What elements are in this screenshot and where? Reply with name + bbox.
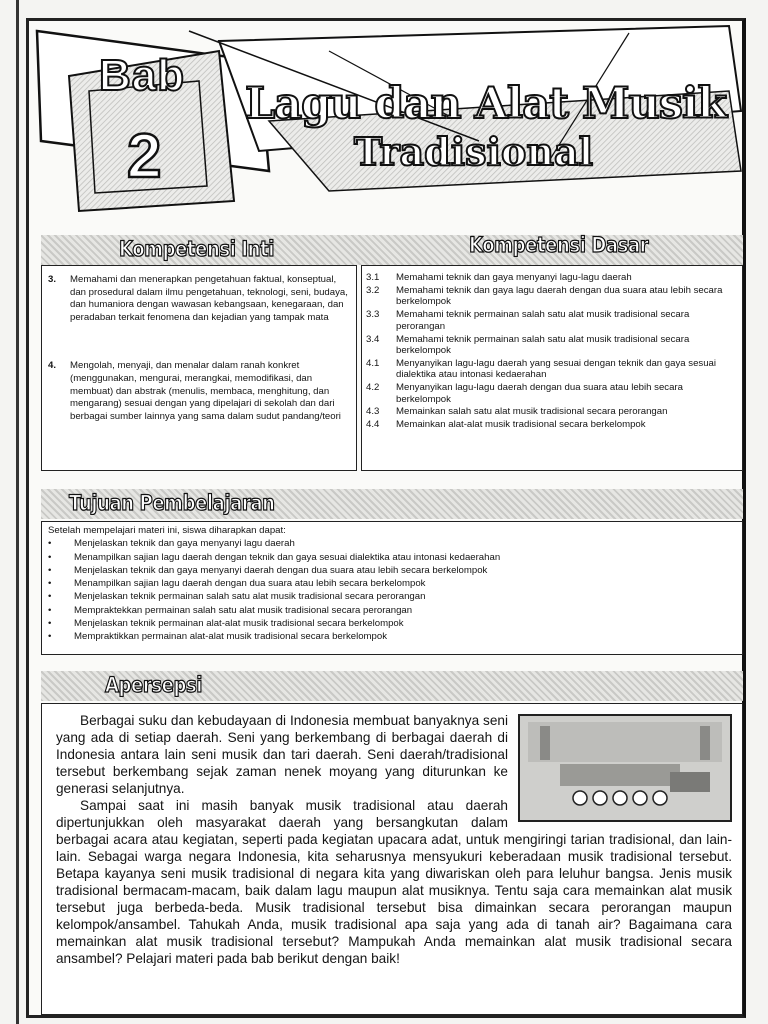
- kd-item-number: 3.3: [366, 309, 380, 321]
- kd-item: [366, 358, 738, 381]
- tujuan-item-text: Menampilkan sajian lagu daerah dengan dua suara atau lebih secara berkelompok: [74, 578, 426, 590]
- bullet-icon: •: [48, 564, 52, 576]
- tujuan-item: [48, 537, 736, 550]
- kompetensi-dasar-heading: Kompetensi Dasar: [469, 233, 649, 257]
- tujuan-item: [48, 630, 736, 643]
- kompetensi-inti-box: [41, 265, 357, 471]
- kd-item: [366, 285, 738, 308]
- kd-item-number: 4.4: [366, 419, 380, 431]
- chapter-number: 2: [127, 122, 162, 191]
- ki-item: [48, 360, 350, 423]
- bullet-icon: •: [48, 604, 52, 616]
- kd-item-number: 3.4: [366, 333, 380, 345]
- tujuan-item-text: Mempraktekkan permainan salah satu alat musik tradisional secara perorangan: [74, 604, 413, 616]
- tujuan-item-text: Menjelaskan teknik dan gaya menyanyi daerah dengan dua suara atau lebih secara berkelompok: [74, 564, 488, 576]
- chapter-title-line2: Tradisional: [354, 129, 594, 174]
- tujuan-intro: Setelah mempelajari materi ini, siswa diharapkan dapat:: [48, 525, 286, 536]
- ki-item-text: Memahami dan menerapkan pengetahuan faktual, konseptual, dan prosedural dalam ilmu pengetahuan, teknologi, seni, budaya, dan humaniora dengan wawasan kebangsaan, kenegaraan, dan peradaban terkait fenomena dan kejadian yang tampak mata: [70, 274, 348, 323]
- kd-item-number: 4.1: [366, 357, 380, 369]
- kd-item: [366, 272, 738, 283]
- ki-item-text: Mengolah, menyaji, dan menalar dalam ranah konkret (menggunakan, mengurai, merangkai, memodifikasi, dan membuat) dan abstrak (menulis, membaca, menghitung, dan mengarang) sesuai dengan yang dipelajari di sekolah dan dari berbagai sumber lainnya yang sama dalam sudut pandang/teori: [70, 360, 341, 422]
- tujuan-item: [48, 604, 736, 617]
- tujuan-item-text: Menampilkan sajian lagu daerah dengan teknik dan gaya sesuai dialektika atau intonasi kedaerahan: [74, 551, 501, 563]
- tujuan-item: [48, 590, 736, 603]
- tujuan-box: [41, 521, 743, 655]
- kd-item-text: Menyanyikan lagu-lagu daerah yang sesuai dengan teknik dan gaya sesuai dialektika atau intonasi kedaerahan: [396, 357, 717, 381]
- book-page: [26, 18, 746, 1018]
- tujuan-item-text: Menjelaskan teknik dan gaya menyanyi lagu daerah: [74, 538, 295, 550]
- bullet-icon: •: [48, 578, 52, 590]
- ki-item-number: 4.: [48, 360, 57, 372]
- tujuan-item: [48, 551, 736, 564]
- kd-item: [366, 419, 738, 430]
- page-edge-line: [16, 0, 19, 1024]
- kd-item: [366, 309, 738, 332]
- bullet-icon: •: [48, 538, 52, 550]
- bullet-icon: •: [48, 618, 52, 630]
- kd-item-text: Memainkan salah satu alat musik tradisional secara perorangan: [396, 406, 668, 418]
- ki-item: [48, 274, 350, 324]
- kd-item-text: Memahami teknik dan gaya lagu daerah dengan dua suara atau lebih secara berkelompok: [396, 284, 723, 308]
- chapter-title-line1: Lagu dan Alat Musik: [245, 79, 727, 129]
- kd-item: [366, 334, 738, 357]
- kd-item-number: 4.3: [366, 406, 380, 418]
- apersepsi-box: [41, 703, 743, 1015]
- apersepsi-paragraph: Sampai saat ini masih banyak musik tradisional atau daerah dipertunjukkan oleh masyarakat daerah yang bersangkutan dalam berbagai acara atau kegiatan, seperti pada kegiatan upacara adat, untuk mengiringi tarian tradisional, dan lain-lain. Sebagai warga negara Indonesia, kita seharusnya mensyukuri keberadaan musik tradisional tersebut. Betapa kayanya seni musik tradisional di negara kita yang diwariskan oleh para leluhur bangsa. Jenis musik tradisional bermacam-macam, baik dalam lagu maupun alat musiknya. Tentu saja cara memainkan alat musik tersebut juga berbeda-beda. Musik tradisional tersebut bisa dimainkan secara perorangan maupun kelompok/ansambel. Tahukah Anda, musik tradisional apa saja yang ada di tanah air? Bagaimana cara memainkan alat musik tradisional tersebut? Mampukah Anda memainkan alat musik tradisional secara ansambel? Pelajari materi pada bab berikut dengan baik!: [56, 798, 732, 966]
- tujuan-item-text: Menjelaskan teknik permainan alat-alat musik tradisional secara berkelompok: [74, 618, 404, 630]
- bullet-icon: •: [48, 551, 52, 563]
- kd-item-number: 3.1: [366, 272, 380, 283]
- tujuan-item-text: Mempraktikkan permainan alat-alat musik tradisional secara berkelompok: [74, 631, 388, 643]
- kompetensi-inti-heading: Kompetensi Inti: [119, 237, 275, 261]
- kd-item-text: Menyanyikan lagu-lagu daerah dengan dua suara atau lebih secara berkelompok: [396, 382, 683, 405]
- kd-item-text: Memahami teknik dan gaya menyanyi lagu-lagu daerah: [396, 272, 632, 283]
- gamelan-photo: [518, 714, 732, 822]
- apersepsi-paragraph: Berbagai suku dan kebudayaan di Indonesia membuat banyaknya seni yang ada di setiap daerah. Seni yang berkembang di berbagai daerah di Indonesia antara lain seni musik dan tari daerah. Seni daerah/tradisional tersebut berkembang sejak zaman nenek moyang yang diturunkan ke generasi selanjutnya.: [56, 713, 508, 796]
- kd-item-text: Memainkan alat-alat musik tradisional secara berkelompok: [396, 419, 646, 431]
- kd-item-text: Memahami teknik permainan salah satu alat musik tradisional secara perorangan: [396, 309, 690, 332]
- kompetensi-dasar-box: [361, 265, 743, 471]
- kd-item-number: 4.2: [366, 382, 380, 394]
- ki-item-number: 3.: [48, 274, 57, 285]
- tujuan-item: [48, 564, 736, 577]
- kd-item: [366, 406, 738, 417]
- kd-item-number: 3.2: [366, 284, 380, 296]
- bullet-icon: •: [48, 591, 52, 603]
- kd-item-text: Memahami teknik permainan salah satu alat musik tradisional secara berkelompok: [396, 333, 690, 356]
- apersepsi-heading: Apersepsi: [105, 673, 203, 697]
- tujuan-heading: Tujuan Pembelajaran: [69, 491, 275, 515]
- gamelan-illustration: [520, 716, 730, 820]
- chapter-label: Bab: [99, 51, 186, 100]
- tujuan-item: [48, 617, 736, 630]
- tujuan-item-text: Menjelaskan teknik permainan salah satu alat musik tradisional secara perorangan: [74, 591, 426, 603]
- bullet-icon: •: [48, 631, 52, 643]
- tujuan-item: [48, 577, 736, 590]
- kd-item: [366, 382, 738, 405]
